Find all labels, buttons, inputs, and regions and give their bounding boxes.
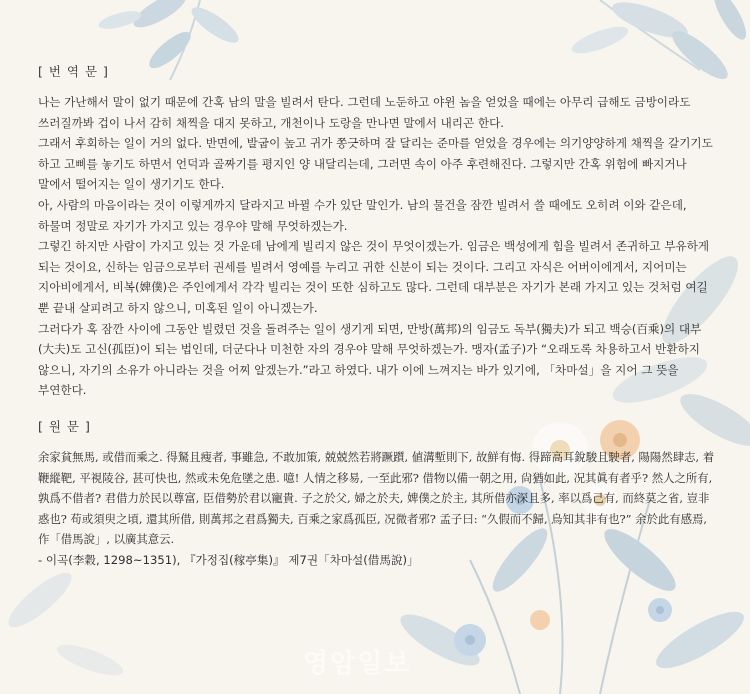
original-section bbox=[38, 417, 716, 571]
original-title: [ 원 문 ] bbox=[38, 418, 91, 434]
translation-paragraph-2: 그래서 후회하는 일이 거의 없다. 반면에, 발굽이 높고 귀가 쫑긋하며 잘 달리는 준마를 얻었을 경우에는 의기양양하게 채찍을 갈기기도 하고 고삐를 놓기도 하면서 언덕과 골짜기를 평지인 양 내달리는데, 그러면 속이 아주 후련해진다. 그렇지만 간혹 위험에 빠지거나 말에서 떨어지는 일이 생기기도 한다. bbox=[38, 136, 713, 192]
original-text: 余家貧無馬, 或借而乘之. 得駑且瘦者, 事雖急, 不敢加策, 兢兢然若將蹶躓, 値溝塹則下, 故鮮有悔. 得蹄高耳銳駿且駛者, 陽陽然肆志, 着鞭縱靶, 平視陵谷, 甚可快也, 然或未免危墜之患. 噫! 人情之移易, 一至此邪? 借物以備一朝之用, 尙猶如此, 况其眞有者乎? 然人之所有, 孰爲不借者? 君借力於民以尊富, 臣借勢於君以寵貴. 子之於父, 婦之於夫, 婢僕之於主, 其所借亦深且多, 率以爲己有, 而終莫之省, 豈非惑也? 苟或須臾之頃, 還其所借, 則萬邦之君爲獨夫, 百乘之家爲孤臣, 况微者邪? 孟子曰: “久假而不歸, 烏知其非有也?” 余於此有感焉, 作「借馬說」, 以廣其意云. bbox=[38, 449, 715, 547]
translation-paragraph-5: 그러다가 혹 잠깐 사이에 그동안 빌렸던 것을 돌려주는 일이 생기게 되면, 만방(萬邦)의 임금도 독부(獨夫)가 되고 백승(百乘)의 대부(大夫)도 고신(孤臣)이 되는 법인데, 더군다나 미천한 자의 경우야 말해 무엇하겠는가. 맹자(孟子)가 “오래도록 차용하고서 반환하지 않으니, 자기의 소유가 아니라는 것을 어찌 알겠는가.”라고 하였다. 내가 이에 느껴지는 바가 있기에, 「차마설」을 지어 그 뜻을 부연한다. bbox=[38, 321, 702, 398]
leaf-branch-bottom-left-icon bbox=[2, 565, 127, 681]
translation-paragraph-4: 그렇긴 하지만 사람이 가지고 있는 것 가운데 남에게 빌리지 않은 것이 무엇이겠는가. 임금은 백성에게 힘을 빌려서 존귀하고 부유하게 되는 것이요, 신하는 임금으로부터 권세를 빌려서 영예를 누리고 귀한 신분이 되는 것이다. 그리고 자식은 어버이에게서, 지어미는 지아비에게서, 비복(婢僕)은 주인에게서 각각 빌리는 것이 또한 심하고도 많다. 그런데 대부분은 자기가 본래 가지고 있는 것처럼 여길 뿐 끝내 살피려고 하지 않으니, 미혹된 일이 아니겠는가. bbox=[38, 239, 710, 315]
article-content bbox=[38, 62, 716, 570]
watermark-logo: 영암일보 bbox=[303, 649, 412, 679]
source-citation: - 이곡(李穀, 1298~1351), 『가정집(稼亭集)』 제7권「차마설(借馬說)」 bbox=[38, 552, 419, 567]
translation-title: [ 번 역 문 ] bbox=[38, 64, 109, 79]
translation-section bbox=[38, 62, 716, 401]
translation-paragraph-1: 나는 가난해서 말이 없기 때문에 간혹 남의 말을 빌려서 탄다. 그런데 노둔하고 야윈 놈을 얻었을 때에는 아무리 급해도 금방이라도 쓰러질까봐 겁이 나서 감히 채찍을 대지 못하고, 개천이나 도랑을 만나면 말에서 내리곤 한다. bbox=[38, 95, 691, 130]
translation-paragraph-3: 아, 사람의 마음이라는 것이 이렇게까지 달라지고 바뀔 수가 있단 말인가. 남의 물건을 잠깐 빌려서 쓸 때에도 오히려 이와 같은데, 하물며 정말로 자기가 가지고 있는 경우야 말해 무엇하겠는가. bbox=[38, 197, 687, 233]
